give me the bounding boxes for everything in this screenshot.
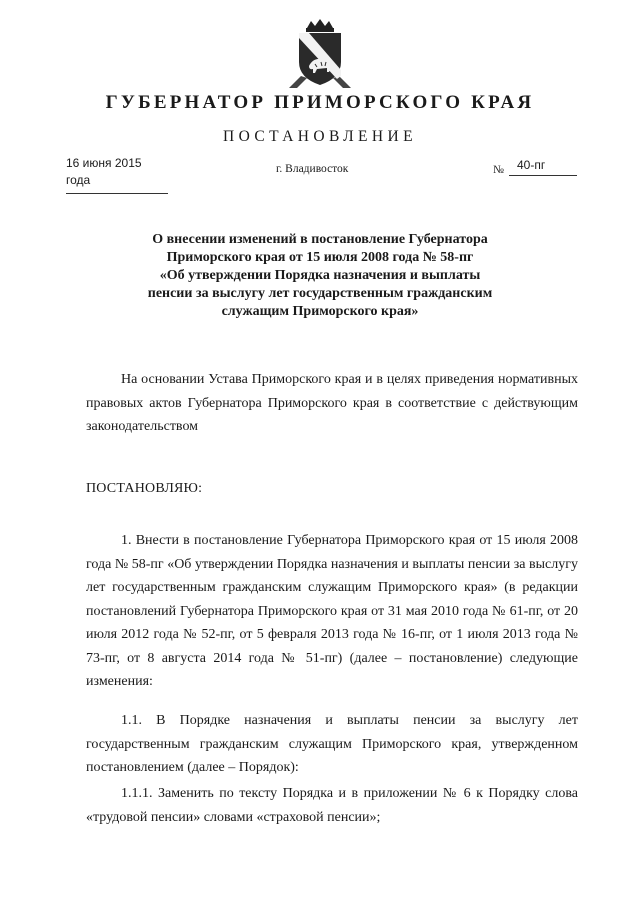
document-number: 40-пг <box>509 158 577 176</box>
document-type: ПОСТАНОВЛЕНИЕ <box>223 128 417 145</box>
item-1-paragraph: 1. Внести в постановление Губернатора Приморского края от 15 июля 2008 года № 58-пг «Об утверждении Порядка назначения и выплаты пенсии за выслугу лет государственным гражданским служащим Приморского края» (в редакции постановлений Губернатора Приморского края от 31 мая 2010 года № 61-пг, от 20 июля 2012 года № 52-пг, от 5 февраля 2013 года № 16-пг, от 1 июля 2013 года № 73-пг, от 8 августа 2014 года № 51-пг) (далее – постановление) следующие изменения: <box>86 533 578 689</box>
subject-line: О внесении изменений в постановление Губернатора <box>152 232 488 247</box>
subject-line: служащим Приморского края» <box>221 304 419 319</box>
primorsky-coat-of-arms-icon <box>287 18 353 90</box>
preamble-paragraph: На основании Устава Приморского края и в целях приведения нормативных правовых актов Губернатора Приморского края в соответствие с действующим законодательством <box>86 372 578 434</box>
number-label: № <box>493 164 504 176</box>
subject-line: «Об утверждении Порядка назначения и выплаты <box>159 268 481 283</box>
government-title: ГУБЕРНАТОР ПРИМОРСКОГО КРАЯ <box>105 92 535 113</box>
subject-line: пенсии за выслугу лет государственным гражданским <box>147 286 493 301</box>
item-1-1-1-paragraph: 1.1.1. Заменить по тексту Порядка и в приложении № 6 к Порядку слова «трудовой пенсии» словами «страховой пенсии»; <box>86 786 578 825</box>
document-city: г. Владивосток <box>276 163 349 175</box>
item-1-1-paragraph: 1.1. В Порядке назначения и выплаты пенсии за выслугу лет государственным гражданским служащим Приморского края, утвержденном постановлением (далее – Порядок): <box>86 713 578 775</box>
document-date: 16 июня 2015 года <box>66 155 168 194</box>
document-subject <box>130 231 510 321</box>
subject-line: Приморского края от 15 июля 2008 года № 58-пг <box>166 250 474 265</box>
decree-word: ПОСТАНОВЛЯЮ: <box>86 481 203 496</box>
